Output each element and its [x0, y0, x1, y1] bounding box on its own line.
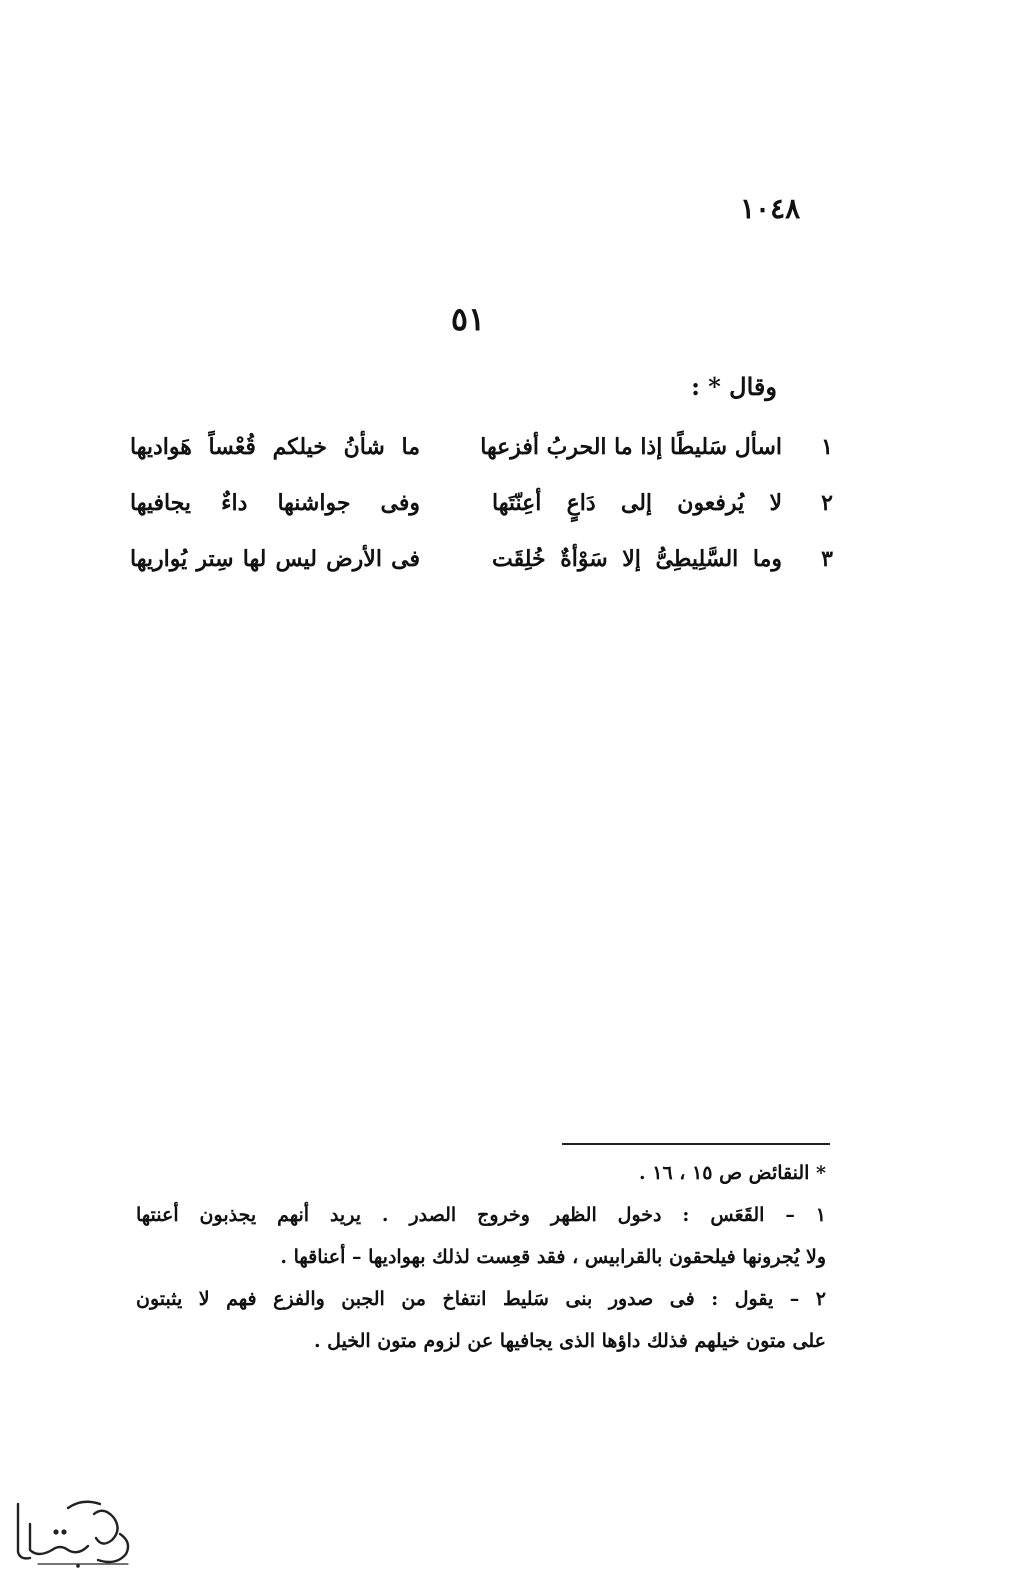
stamp-stroke	[18, 1504, 30, 1558]
footnote-line: ١ – القَعَس : دخول الظهر وخروج الصدر . يريد أنهم يجذبون أعنتها	[136, 1204, 826, 1226]
stamp-stroke	[94, 1511, 118, 1544]
verse-2	[130, 480, 840, 536]
stamp-dot	[76, 1564, 80, 1568]
verse-first-hemistich: لا يُرفعون إلى دَاعٍ أعِنّتَها	[492, 490, 782, 516]
verse-number: ٣	[821, 546, 833, 572]
stamp-stroke	[30, 1524, 88, 1554]
footnote-line: ٢ – يقول : فى صدور بنى سَليط انتفاخ من الجبن والفزع فهم لا يثبتون	[136, 1288, 826, 1310]
stamp-dot	[61, 1529, 66, 1534]
verse-second-hemistich: وفى جواشنها داءٌ يجافيها	[130, 490, 420, 516]
verse-first-hemistich: وما السَّلِيطِىُّ إلا سَوْأةٌ خُلِقَت	[492, 546, 782, 572]
stamp-dot	[53, 1529, 58, 1534]
footnote-divider	[562, 1143, 830, 1145]
verse-number: ٢	[821, 490, 833, 516]
poem-verses	[130, 424, 840, 594]
verse-3	[130, 536, 840, 592]
footnote-source: * النقائض ص ١٥ ، ١٦ .	[639, 1162, 826, 1184]
verse-second-hemistich: ما شأنُ خيلكم قُعْساً هَواديها	[130, 434, 420, 460]
verse-number: ١	[821, 434, 833, 460]
footnote-line: ولا يُجرونها فيلحقون بالقرابيس ، فقد قعِست لذلك بهواديها – أعناقها .	[280, 1246, 826, 1268]
library-stamp-logo	[8, 1484, 138, 1574]
verse-first-hemistich: اسأل سَليطًا إذا ما الحربُ أفزعها	[480, 434, 782, 460]
poem-number: ٥١	[450, 300, 486, 338]
footnotes	[136, 1152, 826, 1362]
verse-second-hemistich: فى الأرض ليس لها سِتر يُواريها	[130, 546, 420, 572]
poem-intro: وقال * :	[691, 372, 777, 401]
stamp-stroke	[68, 1502, 100, 1508]
page-number: ١٠٤٨	[740, 192, 801, 225]
verse-1	[130, 424, 840, 480]
footnote-line: على متون خيلهم فذلك داؤها الذى يجافيها عن لزوم متون الخيل .	[313, 1330, 826, 1352]
